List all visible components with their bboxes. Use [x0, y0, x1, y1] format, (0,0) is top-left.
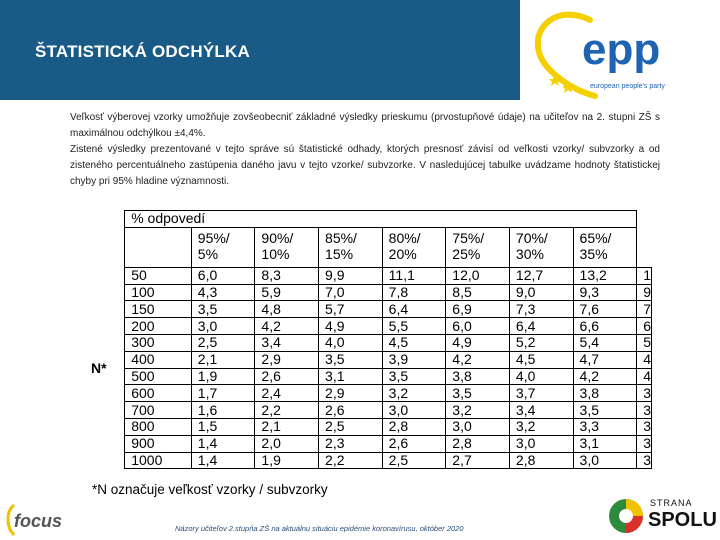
spolu-name-label: SPOLU [648, 509, 717, 531]
table-cell: 3,1 [319, 368, 383, 385]
table-cell: 1,4 [191, 452, 255, 469]
table-cell: 9,3 [573, 284, 637, 301]
table-cell: 2,5 [319, 418, 383, 435]
table-cell: 4,9 [319, 318, 383, 335]
table-cell: 13,2 [573, 267, 637, 284]
table-cell: 4,0 [509, 368, 573, 385]
table-cell: 5,5 [382, 318, 446, 335]
table-cell: 4 [637, 368, 652, 385]
table-cell: 4 [637, 351, 652, 368]
table-header-col-6 [573, 227, 637, 267]
table-cell: 3,4 [255, 334, 319, 351]
table-cell: 3,1 [573, 435, 637, 452]
table-cell: 2,8 [509, 452, 573, 469]
table-cell: 2,4 [255, 385, 319, 402]
table-cell: 2,1 [191, 351, 255, 368]
table-cell: 7 [637, 301, 652, 318]
table-row [85, 284, 652, 301]
table-header-col-top: 80%/ [388, 229, 421, 246]
table-cell: 1,6 [191, 402, 255, 419]
table-row [85, 435, 652, 452]
table-row [85, 318, 652, 335]
table-row [85, 334, 652, 351]
table-cell: 2,6 [382, 435, 446, 452]
table-cell-n: 150 [125, 301, 192, 318]
table-cell: 2,2 [255, 402, 319, 419]
table-cell-n: 1000 [125, 452, 192, 469]
header-bar [0, 0, 720, 100]
spolu-logo-graphic [606, 494, 646, 538]
table-header-col-0 [191, 227, 255, 267]
table-cell: 5,9 [255, 284, 319, 301]
table-cell-n: 500 [125, 368, 192, 385]
table-cell: 3 [637, 385, 652, 402]
table-cell: 7,0 [319, 284, 383, 301]
table-header-row [85, 227, 652, 267]
focus-wordmark: focus [14, 511, 63, 531]
table-row [85, 418, 652, 435]
intro-paragraph-2: Zistené výsledky prezentované v tejto správe sú štatistické odhady, ktorých presnosť závisí od veľkosti vzorky/ subvzorky a od zisteného percentuálneho zastúpenia daného javu v tejto vzorke/ subvzorke. V nasledujúcej tabulke uvádzame hodnoty štatistickej chyby pri 95% hladine významnosti. [70, 144, 660, 187]
epp-tagline: european people's party [590, 83, 665, 90]
table-cell-n: 400 [125, 351, 192, 368]
table-cell: 2,3 [319, 435, 383, 452]
table-header-col-3 [382, 227, 446, 267]
table-cell-n: 600 [125, 385, 192, 402]
table-cell: 12,7 [509, 267, 573, 284]
table-cell-n: 900 [125, 435, 192, 452]
table-cell: 3,0 [573, 452, 637, 469]
table-header-col-top: 75%/ [452, 229, 485, 246]
table-cell: 3,5 [319, 351, 383, 368]
focus-logo [4, 497, 76, 539]
table-cell: 2,1 [255, 418, 319, 435]
table-cell: 6,9 [446, 301, 510, 318]
table-cell: 4,2 [446, 351, 510, 368]
slide-title: ŠTATISTICKÁ ODCHÝLKA [35, 42, 250, 61]
table-header-col-5 [509, 227, 573, 267]
table-cell-n: 50 [125, 267, 192, 284]
focus-logo-graphic [4, 497, 76, 539]
table-cell: 3 [637, 402, 652, 419]
table-cell: 5,7 [319, 301, 383, 318]
table-header-col-bottom: 25% [452, 245, 481, 262]
table-cell: 2,6 [255, 368, 319, 385]
table-header-col-top: 65%/ [579, 229, 612, 246]
table-cell: 2,6 [319, 402, 383, 419]
table-cell: 4,3 [191, 284, 255, 301]
table-header-col-2 [319, 227, 383, 267]
table-header-col-1 [255, 227, 319, 267]
table-row [85, 267, 652, 284]
table-cell: 1,9 [255, 452, 319, 469]
table-cell: 3 [637, 435, 652, 452]
epp-wordmark: epp [582, 25, 661, 74]
table-cell: 1,9 [191, 368, 255, 385]
table-header-col-4 [446, 227, 510, 267]
table-cell-n: 700 [125, 402, 192, 419]
table-cell: 2,8 [446, 435, 510, 452]
table-cell: 4,9 [446, 334, 510, 351]
table-footnote: *N označuje veľkosť vzorky / subvzorky [92, 482, 328, 497]
table-cell-n: 300 [125, 334, 192, 351]
table-row [85, 385, 652, 402]
footer-caption: Názory učiteľov 2.stupňa ZŠ na aktuálnu situáciu epidémie koronavírusu, október 2020 [175, 524, 464, 533]
table-cell: 3,4 [509, 402, 573, 419]
table-cell: 2,8 [382, 418, 446, 435]
table-cell: 8,3 [255, 267, 319, 284]
table-cell: 3,5 [573, 402, 637, 419]
table-cell: 2,2 [319, 452, 383, 469]
table-cell: 6 [637, 318, 652, 335]
table-cell-n: 100 [125, 284, 192, 301]
table-cell: 8,5 [446, 284, 510, 301]
table-header-col-top: 95%/ [197, 229, 230, 246]
table-row [85, 301, 652, 318]
table-header-col-bottom: 10% [261, 245, 290, 262]
table-cell: 6,0 [191, 267, 255, 284]
table-header-col-bottom: 30% [515, 245, 544, 262]
table-cell: 7,8 [382, 284, 446, 301]
table-cell: 3 [637, 452, 652, 469]
intro-paragraph-1: Veľkosť výberovej vzorky umožňuje zovšeobecniť základné výsledky prieskumu (prvostupňové údaje) na učiteľov na 2. stupni ZŠ s maximálnou odchýlkou ±4,4%. [70, 112, 660, 139]
table-cell: 3,0 [382, 402, 446, 419]
table-cell: 4,2 [255, 318, 319, 335]
table-cell: 3,2 [382, 385, 446, 402]
table-header-col-bottom: 20% [388, 245, 417, 262]
table-cell: 9 [637, 284, 652, 301]
table-corner [85, 211, 125, 228]
table-cell: 1,4 [191, 435, 255, 452]
table-cell: 5,4 [573, 334, 637, 351]
table-cell: 2,9 [255, 351, 319, 368]
table-cell: 2,5 [382, 452, 446, 469]
epp-logo-graphic [520, 0, 720, 100]
table-cell: 3,3 [573, 418, 637, 435]
table-header-col-bottom: 5% [197, 245, 219, 262]
table-cell: 3,8 [573, 385, 637, 402]
epp-logo [520, 0, 720, 100]
table-cell: 12,0 [446, 267, 510, 284]
table-cell: 4,0 [319, 334, 383, 351]
table-cell: 5 [637, 334, 652, 351]
table-cell: 3,7 [509, 385, 573, 402]
table-header-col-top: 70%/ [515, 229, 548, 246]
table-cell: 4,7 [573, 351, 637, 368]
table-header-col-bottom: 15% [325, 245, 354, 262]
table-header-col-top: 90%/ [261, 229, 294, 246]
table-cell: 3,5 [191, 301, 255, 318]
table-cell: 7,6 [573, 301, 637, 318]
table-cell: 9,9 [319, 267, 383, 284]
table-cell: 2,0 [255, 435, 319, 452]
table-cell: 3,5 [446, 385, 510, 402]
table-cell: 4,5 [382, 334, 446, 351]
intro-text [70, 110, 660, 190]
table-cell: 2,5 [191, 334, 255, 351]
table-cell: 11,1 [382, 267, 446, 284]
table-header-empty [125, 227, 192, 267]
table-header-col-top: 85%/ [325, 229, 357, 246]
table-cell: 6,0 [446, 318, 510, 335]
table-cell: 3,0 [446, 418, 510, 435]
table-cell: 1,5 [191, 418, 255, 435]
table-cell: 3,5 [382, 368, 446, 385]
table-header-title-row [85, 211, 652, 228]
table-row [85, 351, 652, 368]
table-cell: 4,5 [509, 351, 573, 368]
table-cell: 1,7 [191, 385, 255, 402]
table-cell: 6,6 [573, 318, 637, 335]
table-corner-2 [85, 227, 125, 267]
table-cell: 2,9 [319, 385, 383, 402]
table-cell: 3,8 [446, 368, 510, 385]
error-table [85, 210, 652, 469]
table-cell: 9,0 [509, 284, 573, 301]
table-cell: 3,2 [446, 402, 510, 419]
table-cell: 4,8 [255, 301, 319, 318]
table-cell: 2,7 [446, 452, 510, 469]
table-row [85, 368, 652, 385]
table-cell: 3,0 [191, 318, 255, 335]
table-header-title: % odpovedí [125, 211, 637, 228]
spolu-strana-label: STRANA [650, 498, 693, 508]
table-row [85, 402, 652, 419]
table-cell: 3,0 [509, 435, 573, 452]
table-cell: 3,2 [509, 418, 573, 435]
table-cell: 7,3 [509, 301, 573, 318]
row-group-label: N* [85, 267, 125, 469]
table-cell: 1 [637, 267, 652, 284]
error-table-wrapper [85, 210, 652, 480]
table-header-col-bottom: 35% [579, 245, 608, 262]
table-cell-n: 200 [125, 318, 192, 335]
table-cell: 4,2 [573, 368, 637, 385]
table-cell: 6,4 [382, 301, 446, 318]
table-cell: 3 [637, 418, 652, 435]
table-cell: 5,2 [509, 334, 573, 351]
table-row [85, 452, 652, 469]
table-cell-n: 800 [125, 418, 192, 435]
table-cell: 3,9 [382, 351, 446, 368]
table-cell: 6,4 [509, 318, 573, 335]
